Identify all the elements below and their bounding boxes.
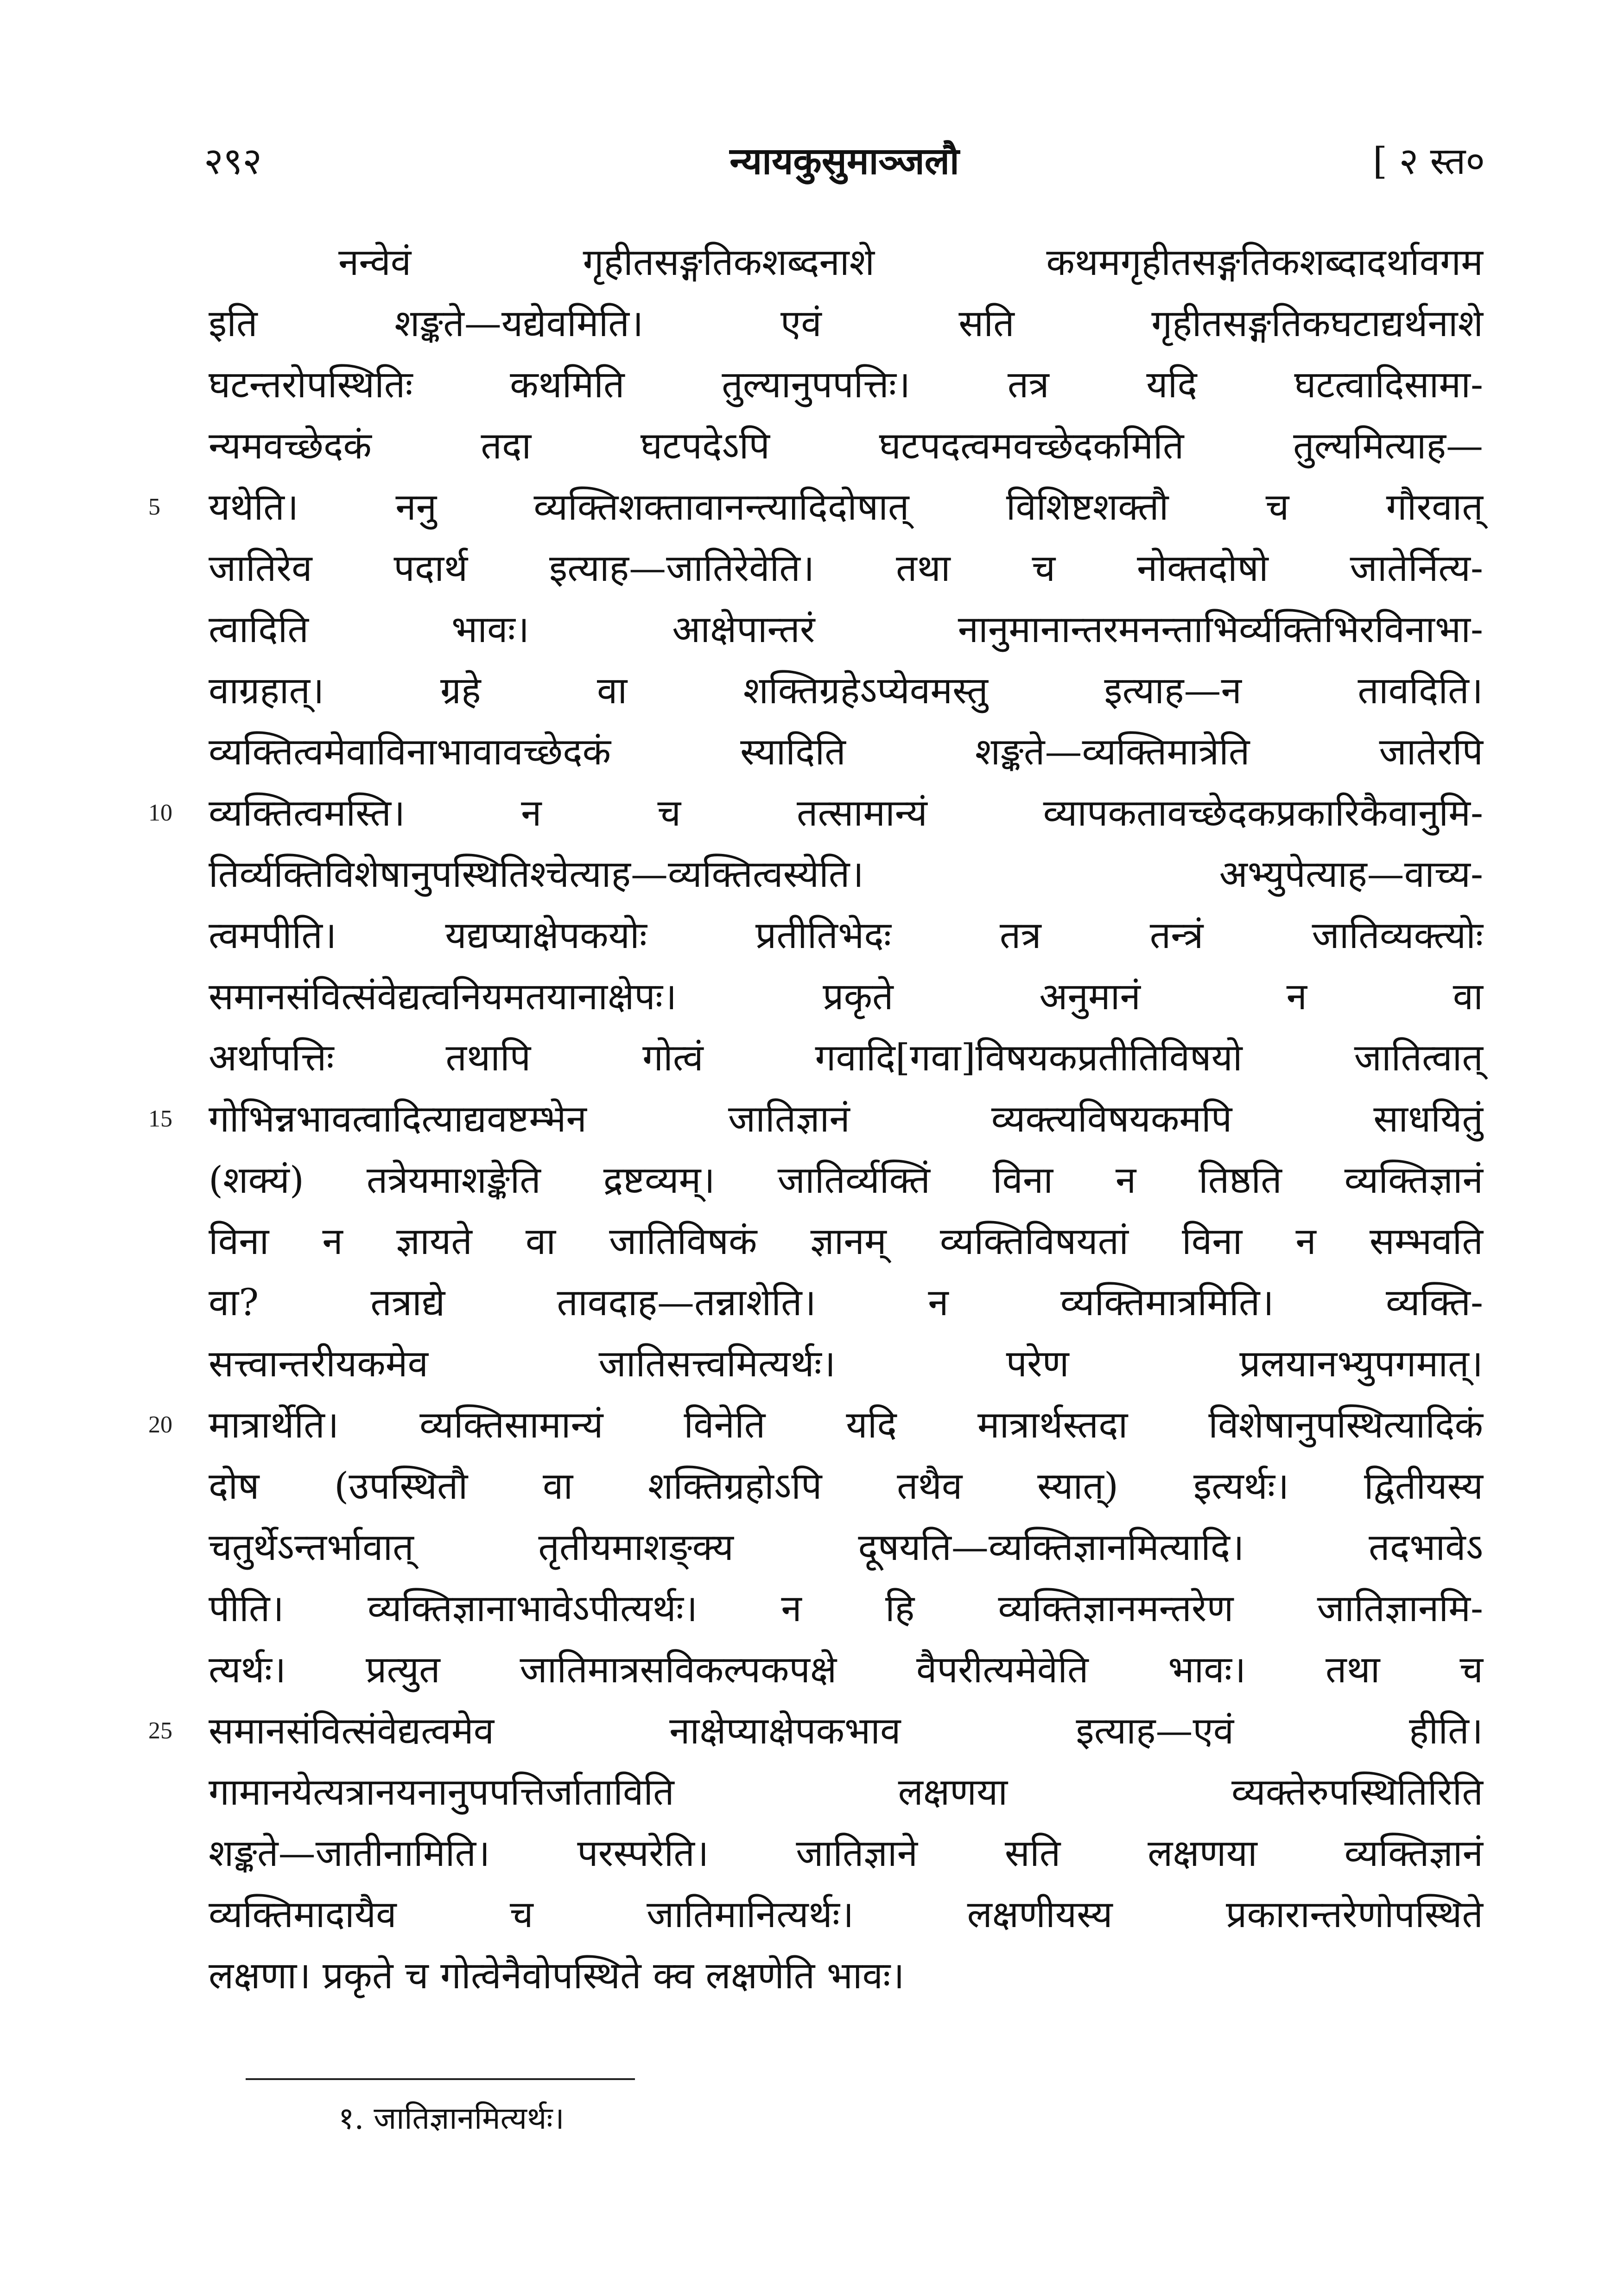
text-line <box>209 1150 1483 1211</box>
text-line <box>209 721 1483 783</box>
text-line <box>209 599 1483 660</box>
text-line <box>209 1823 1483 1884</box>
line-text: नन्वेवं गृहीतसङ्गतिकशब्दनाशे कथमगृहीतसङ्गतिकशब्दादर्थावगम <box>338 241 1483 284</box>
line-text: विना न ज्ञायते वा जातिविषकं ज्ञानम् व्यक्तिविषयतां विना न सम्भवति <box>209 1220 1483 1263</box>
line-text: समानसंवित्संवेद्यत्वनियमतयानाक्षेपः। प्रकृते अनुमानं न वा <box>209 975 1483 1018</box>
footnote: १. जातिज्ञानमित्यर्थः। <box>338 2100 565 2136</box>
line-text: वा? तत्राद्ये तावदाह—तन्नाशेति। न व्यक्तिमात्रमिति। व्यक्ति- <box>209 1281 1483 1324</box>
text-line <box>209 354 1483 415</box>
text-line <box>209 293 1483 354</box>
line-text: इति शङ्कते—यद्येवमिति। एवं सति गृहीतसङ्गतिकघटाद्यर्थनाशे <box>209 302 1483 345</box>
page-header <box>204 134 1485 185</box>
text-line <box>209 966 1483 1027</box>
text-line <box>209 415 1483 477</box>
line-text: यथेति। ननु व्यक्तिशक्तावानन्त्यादिदोषात् विशिष्टशक्तौ च गौरवात् <box>209 485 1483 528</box>
line-text: तिर्व्यक्तिविशेषानुपस्थितिश्चेत्याह—व्यक्तित्वस्येति। अभ्युपेत्याह—वाच्य- <box>209 853 1483 896</box>
line-text: अर्थापत्तिः तथापि गोत्वं गवादि[गवा]विषयकप्रतीतिविषयो जातित्वात् <box>209 1036 1483 1079</box>
text-line <box>209 660 1483 721</box>
text-line <box>148 477 1483 538</box>
footnote-divider <box>246 2078 635 2080</box>
line-text: व्यक्तित्वमस्ति। न च तत्सामान्यं व्यापकतावच्छेदकप्रकारिकैवानुमि- <box>209 791 1483 834</box>
text-line <box>209 1884 1483 1945</box>
text-line <box>148 1088 1483 1150</box>
line-text: शङ्कते—जातीनामिति। परस्परेति। जातिज्ञाने सति लक्षणया व्यक्तिज्ञानं <box>209 1832 1483 1875</box>
line-text: सत्त्वान्तरीयकमेव जातिसत्त्वमित्यर्थः। परेण प्रलयानभ्युपगमात्। <box>209 1342 1483 1385</box>
line-text: त्वादिति भावः। आक्षेपान्तरं नानुमानान्तरमनन्ताभिर्व्यक्तिभिरविनाभा- <box>209 608 1483 651</box>
line-text: समानसंवित्संवेद्यत्वमेव नाक्षेप्याक्षेपकभाव इत्याह—एवं हीति। <box>209 1709 1483 1752</box>
line-text: (शक्यं) तत्रेयमाशङ्केति द्रष्टव्यम्। जातिर्व्यक्तिं विना न तिष्ठति व्यक्तिज्ञानं <box>209 1158 1483 1202</box>
line-number: 25 <box>148 1718 172 1744</box>
line-text: व्यक्तित्वमेवाविनाभावावच्छेदकं स्यादिति शङ्कते—व्यक्तिमात्रेति जातेरपि <box>209 730 1483 773</box>
text-line <box>209 1639 1483 1700</box>
running-title: न्यायकुसुमाञ्जलौ <box>730 139 959 183</box>
line-text: गामानयेत्यत्रानयनानुपपत्तिर्जाताविति लक्षणया व्यक्तेरुपस्थितिरिति <box>209 1770 1483 1813</box>
text-line <box>209 232 1483 293</box>
line-text: चतुर्थेऽन्तर्भावात् तृतीयमाशङ्क्य दूषयति—व्यक्तिज्ञानमित्यादि। तदभावेऽ <box>209 1526 1483 1569</box>
text-line <box>209 844 1483 905</box>
line-text: लक्षणा। प्रकृते च गोत्वेनैवोपस्थिते क्व लक्षणेति भावः। <box>209 1954 905 1997</box>
text-line <box>209 1762 1483 1823</box>
section-reference: [ २ स्त० <box>1373 140 1485 183</box>
text-line <box>209 538 1483 599</box>
line-text: त्वमपीति। यद्यप्याक्षेपकयोः प्रतीतिभेदः तत्र तन्त्रं जातिव्यक्त्योः <box>209 914 1483 957</box>
line-text: मात्रार्थेति। व्यक्तिसामान्यं विनेति यदि मात्रार्थस्तदा विशेषानुपस्थित्यादिकं <box>209 1403 1483 1446</box>
text-line <box>209 905 1483 966</box>
line-text: न्यमवच्छेदकं तदा घटपदेऽपि घटपदत्वमवच्छेदकमिति तुल्यमित्याह— <box>209 424 1483 467</box>
text-line <box>209 1945 1483 2006</box>
text-line <box>209 1517 1483 1578</box>
text-line <box>209 1578 1483 1639</box>
line-text: त्यर्थः। प्रत्युत जातिमात्रसविकल्पकपक्षे वैपरीत्यमेवेति भावः। तथा च <box>209 1648 1483 1691</box>
text-line <box>148 1394 1483 1456</box>
text-line <box>209 1456 1483 1517</box>
line-text: जातिरेव पदार्थ इत्याह—जातिरेवेति। तथा च नोक्तदोषो जातेर्नित्य- <box>209 547 1483 590</box>
line-text: वाग्रहात्। ग्रहे वा शक्तिग्रहेऽप्येवमस्तु इत्याह—न तावदिति। <box>209 669 1483 712</box>
line-number: 5 <box>148 494 160 520</box>
text-line <box>148 1700 1483 1762</box>
line-text: गोभिन्नभावत्वादित्याद्यवष्टम्भेन जातिज्ञानं व्यक्त्यविषयकमपि साधयितुं <box>209 1097 1483 1140</box>
line-number: 20 <box>148 1412 172 1438</box>
commentary-text <box>148 232 1483 2006</box>
line-text: व्यक्तिमादायैव च जातिमानित्यर्थः। लक्षणीयस्य प्रकारान्तरेणोपस्थिते <box>209 1893 1483 1936</box>
line-number: 15 <box>148 1106 172 1132</box>
page-number: २९२ <box>204 140 262 183</box>
text-line <box>209 1333 1483 1394</box>
text-line <box>148 783 1483 844</box>
line-text: पीति। व्यक्तिज्ञानाभावेऽपीत्यर्थः। न हि व्यक्तिज्ञानमन्तरेण जातिज्ञानमि- <box>209 1587 1483 1630</box>
text-line <box>209 1027 1483 1088</box>
line-text: घटन्तरोपस्थितिः कथमिति तुल्यानुपपत्तिः। तत्र यदि घटत्वादिसामा- <box>209 363 1483 406</box>
text-line <box>209 1272 1483 1333</box>
line-number: 10 <box>148 800 172 826</box>
text-line <box>209 1211 1483 1272</box>
line-text: दोष (उपस्थितौ वा शक्तिग्रहोऽपि तथैव स्यात्) इत्यर्थः। द्वितीयस्य <box>209 1464 1483 1508</box>
